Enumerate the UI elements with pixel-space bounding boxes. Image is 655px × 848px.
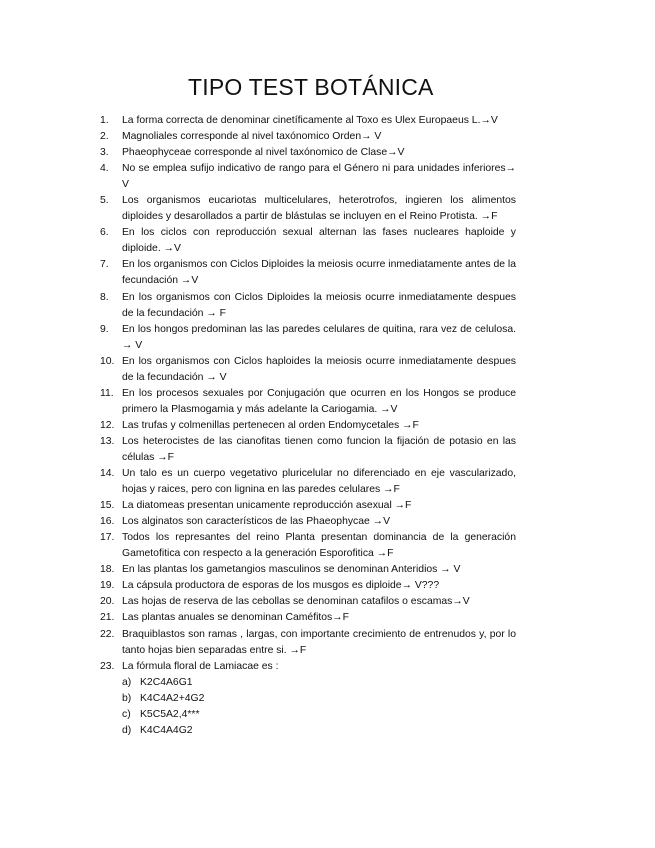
question-item (100, 627, 516, 659)
question-text: No se emplea sufijo indicativo de rango para el Género ni para unidades inferiores→ V (122, 163, 516, 191)
question-number: 16. (100, 516, 115, 528)
answer-option (122, 707, 516, 723)
question-item (100, 659, 516, 739)
answer-option (122, 691, 516, 707)
question-text: En los ciclos con reproducción sexual alternan las fases nucleares haploide y diploide. →V (122, 227, 516, 255)
option-text: K2C4A6G1 (140, 676, 193, 688)
question-text: La forma correcta de denominar cinetíficamente al Toxo es Ulex Europaeus L.→V (122, 115, 498, 126)
question-item (100, 530, 516, 562)
answer-option (122, 723, 516, 739)
question-item (100, 113, 516, 129)
question-item (100, 466, 516, 498)
question-item (100, 434, 516, 466)
question-item (100, 129, 516, 145)
question-number: 19. (100, 580, 115, 592)
question-number: 9. (100, 323, 109, 335)
question-item (100, 161, 516, 193)
question-text: Los alginatos son característicos de las Phaeophycae →V (122, 516, 391, 528)
answer-option (122, 675, 516, 691)
question-list (100, 113, 516, 739)
question-text: Todos los represantes del reino Planta presentan dominancia de la generación Gametofitica con respecto a la generación Esporofitica →F (122, 532, 516, 560)
question-number: 21. (100, 612, 115, 624)
question-number: 20. (100, 596, 115, 608)
question-text: En los hongos predominan las las paredes celulares de quitina, rara vez de celulosa. → V (122, 323, 516, 351)
question-number: 2. (100, 131, 109, 143)
question-item (100, 225, 516, 257)
question-item (100, 386, 516, 418)
document-title: TIPO TEST BOTÁNICA (188, 74, 434, 100)
question-item (100, 257, 516, 289)
question-item (100, 498, 516, 514)
question-item (100, 193, 516, 225)
answer-options (122, 675, 516, 739)
question-number: 17. (100, 532, 115, 544)
question-item (100, 514, 516, 530)
question-item (100, 562, 516, 578)
question-number: 11. (100, 387, 114, 399)
question-item (100, 354, 516, 386)
question-text: En los procesos sexuales por Conjugación que ocurren en los Hongos se produce primero la Plasmogamia y más adelante la Cariogamia. →V (122, 387, 516, 415)
question-number: 6. (100, 227, 109, 239)
question-text: La fórmula floral de Lamiacae es : (122, 660, 279, 672)
question-number: 7. (100, 259, 109, 271)
question-text: La cápsula productora de esporas de los musgos es diploide→ V??? (122, 580, 440, 592)
question-number: 14. (100, 468, 115, 480)
question-text: Braquiblastos son ramas , largas, con importante crecimiento de entrenudos y, por lo tanto hojas bien separadas entre si. →F (122, 628, 516, 656)
option-letter: b) (122, 692, 132, 704)
question-text: En las plantas los gametangios masculinos se denominan Anteridios → V (122, 564, 461, 576)
question-item (100, 578, 516, 594)
question-number: 23. (100, 660, 115, 672)
question-number: 22. (100, 628, 115, 640)
question-text: En los organismos con Ciclos haploides la meiosis ocurre inmediatamente despues de la fecundación → V (122, 355, 516, 383)
option-letter: a) (122, 676, 132, 688)
question-text: Un talo es un cuerpo vegetativo pluricelular no diferenciado en eje vascularizado, hojas y raices, pero con lignina en las paredes celulares →F (122, 468, 516, 496)
question-item (100, 418, 516, 434)
question-number: 1. (100, 115, 109, 126)
question-number: 3. (100, 147, 109, 159)
option-letter: c) (122, 708, 131, 720)
question-text: La diatomeas presentan unicamente reproducción asexual →F (122, 500, 412, 512)
question-text: Magnoliales corresponde al nivel taxónomico Orden→ V (122, 131, 382, 143)
question-number: 10. (100, 355, 115, 367)
question-text: Los heterocistes de las cianofitas tienen como funcion la fijación de potasio en las células →F (122, 435, 516, 463)
question-number: 13. (100, 435, 115, 447)
question-item (100, 610, 516, 626)
question-text: En los organismos con Ciclos Diploides la meiosis ocurre inmediatamente antes de la fecundación →V (122, 259, 516, 287)
question-item (100, 290, 516, 322)
question-text: Las plantas anuales se denominan Caméfitos→F (122, 612, 349, 624)
question-number: 8. (100, 291, 109, 303)
question-text: Las trufas y colmenillas pertenecen al orden Endomycetales →F (122, 419, 419, 431)
question-number: 18. (100, 564, 115, 576)
question-text: En los organismos con Ciclos Diploides la meiosis ocurre inmediatamente despues de la fecundación → F (122, 291, 516, 319)
question-item (100, 322, 516, 354)
question-item (100, 594, 516, 610)
option-text: K5C5A2,4*** (140, 708, 200, 720)
question-number: 4. (100, 163, 109, 175)
question-text: Phaeophyceae corresponde al nivel taxónomico de Clase→V (122, 147, 405, 159)
option-text: K4C4A2+4G2 (140, 692, 205, 704)
question-text: Los organismos eucariotas multicelulares, heterotrofos, ingieren los alimentos diploides y desarollados a partir de blástulas se incluyen en el Reino Protista. →F (122, 195, 516, 223)
option-text: K4C4A4G2 (140, 724, 193, 736)
question-number: 12. (100, 419, 115, 431)
question-text: Las hojas de reserva de las cebollas se denominan catafilos o escamas→V (122, 596, 470, 608)
question-item (100, 145, 516, 161)
question-number: 5. (100, 195, 109, 207)
question-number: 15. (100, 500, 115, 512)
option-letter: d) (122, 724, 132, 736)
